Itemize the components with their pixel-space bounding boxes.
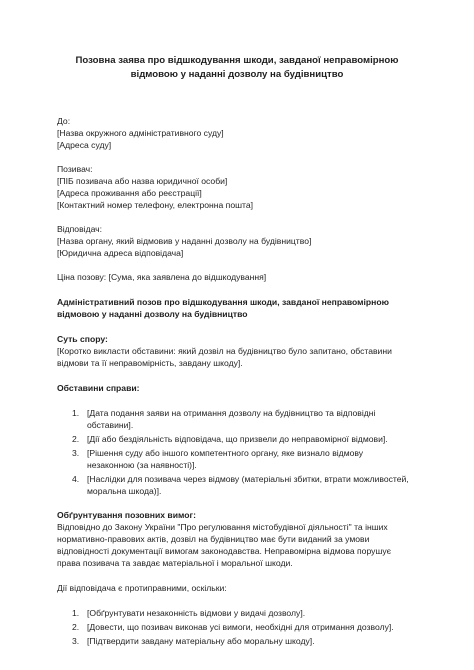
unlawful-list: [57, 607, 417, 647]
list-item: [57, 635, 417, 647]
essence-line-1: [Коротко викласти обставини: який дозвіл на будівництво було запитано, обставини: [57, 346, 392, 356]
court-address: [Адреса суду]: [57, 140, 112, 150]
defendant-name: [Назва органу, який відмовив у наданні дозволу на будівництво]: [57, 236, 312, 246]
plaintiff-name: [ПІБ позивача або назва юридичної особи]: [57, 176, 228, 186]
facts-heading: Обставини справи:: [57, 383, 140, 393]
grounds-heading: Обґрунтування позовних вимог:: [57, 510, 196, 520]
defendant-address: [Юридична адреса відповідача]: [57, 248, 184, 258]
list-item-line: [Рішення суду або іншого компетентного органу, яке визнало відмову: [87, 448, 364, 458]
claim-title-line-2: відмовою у наданні дозволу на будівництво: [57, 309, 248, 319]
claim-title: [57, 296, 417, 320]
list-item-line: обставини].: [87, 420, 134, 430]
recipient-block: [57, 115, 417, 151]
list-number: 4.: [72, 474, 80, 484]
court-name: [Назва окружного адміністративного суду]: [57, 128, 224, 138]
defendant-label: Відповідач:: [57, 224, 103, 234]
grounds-line: Відповідно до Закону України "Про регулювання містобудівної діяльності" та інших: [57, 522, 388, 532]
list-item: [57, 473, 417, 497]
plaintiff-address: [Адреса проживання або реєстрації]: [57, 188, 202, 198]
grounds-line: нормативно-правових актів, дозвіл на будівництво має бути виданий за умови: [57, 534, 370, 544]
list-number: 2.: [72, 622, 80, 632]
defendant-block: [57, 223, 417, 259]
grounds-line: відповідності документації вимогам законодавства. Неправомірна відмова порушує: [57, 546, 392, 556]
list-item-line: [Дата подання заяви на отримання дозволу на будівництво та відповідні: [87, 408, 376, 418]
essence-heading: Суть спору:: [57, 334, 108, 344]
title-line-1: Позовна заява про відшкодування шкоди, завданої неправомірною: [75, 55, 399, 66]
list-item-line: [Наслідки для позивача через відмову (матеріальні збитки, втрати можливостей,: [87, 474, 409, 484]
title-line-2: відмовою у наданні дозволу на будівництво: [130, 68, 344, 80]
list-item: [57, 407, 417, 431]
list-item: [57, 433, 417, 445]
document-title: [57, 54, 417, 81]
list-item-line: незаконною (за наявності)].: [87, 460, 197, 470]
recipient-label: До:: [57, 116, 71, 126]
list-item-line: моральна шкода)].: [87, 486, 162, 496]
list-number: 3.: [72, 448, 80, 458]
claim-title-line-1: Адміністративний позов про відшкодування шкоди, завданої неправомірною: [57, 297, 389, 307]
plaintiff-contacts: [Контактний номер телефону, електронна пошта]: [57, 200, 254, 210]
plaintiff-label: Позивач:: [57, 164, 93, 174]
list-item: [57, 607, 417, 619]
grounds-line: права позивача та завдає матеріальної і моральної шкоди.: [57, 558, 293, 568]
list-item-line: [Довести, що позивач виконав усі вимоги, необхідні для отримання дозволу].: [87, 622, 394, 632]
list-item-line: [Підтвердити завдану матеріальну або моральну шкоду].: [87, 636, 315, 646]
list-item: [57, 621, 417, 633]
list-number: 2.: [72, 434, 80, 444]
essence-section: [57, 333, 417, 369]
list-item-line: [Обґрунтувати незаконність відмови у видачі дозволу].: [87, 608, 306, 618]
essence-line-2: відмови та її неправомірність, завдану шкоду].: [57, 358, 243, 368]
facts-list: [57, 407, 417, 497]
plaintiff-block: [57, 163, 417, 211]
list-number: 1.: [72, 408, 80, 418]
list-item: [57, 447, 417, 471]
list-item-line: [Дії або бездіяльність відповідача, що призвели до неправомірної відмови].: [87, 434, 388, 444]
grounds-section: [57, 509, 417, 569]
claim-price: Ціна позову: [Сума, яка заявлена до відшкодування]: [57, 272, 267, 282]
unlawful-intro: Дії відповідача є протиправними, оскільки:: [57, 583, 227, 593]
list-number: 1.: [72, 608, 80, 618]
list-number: 3.: [72, 636, 80, 646]
